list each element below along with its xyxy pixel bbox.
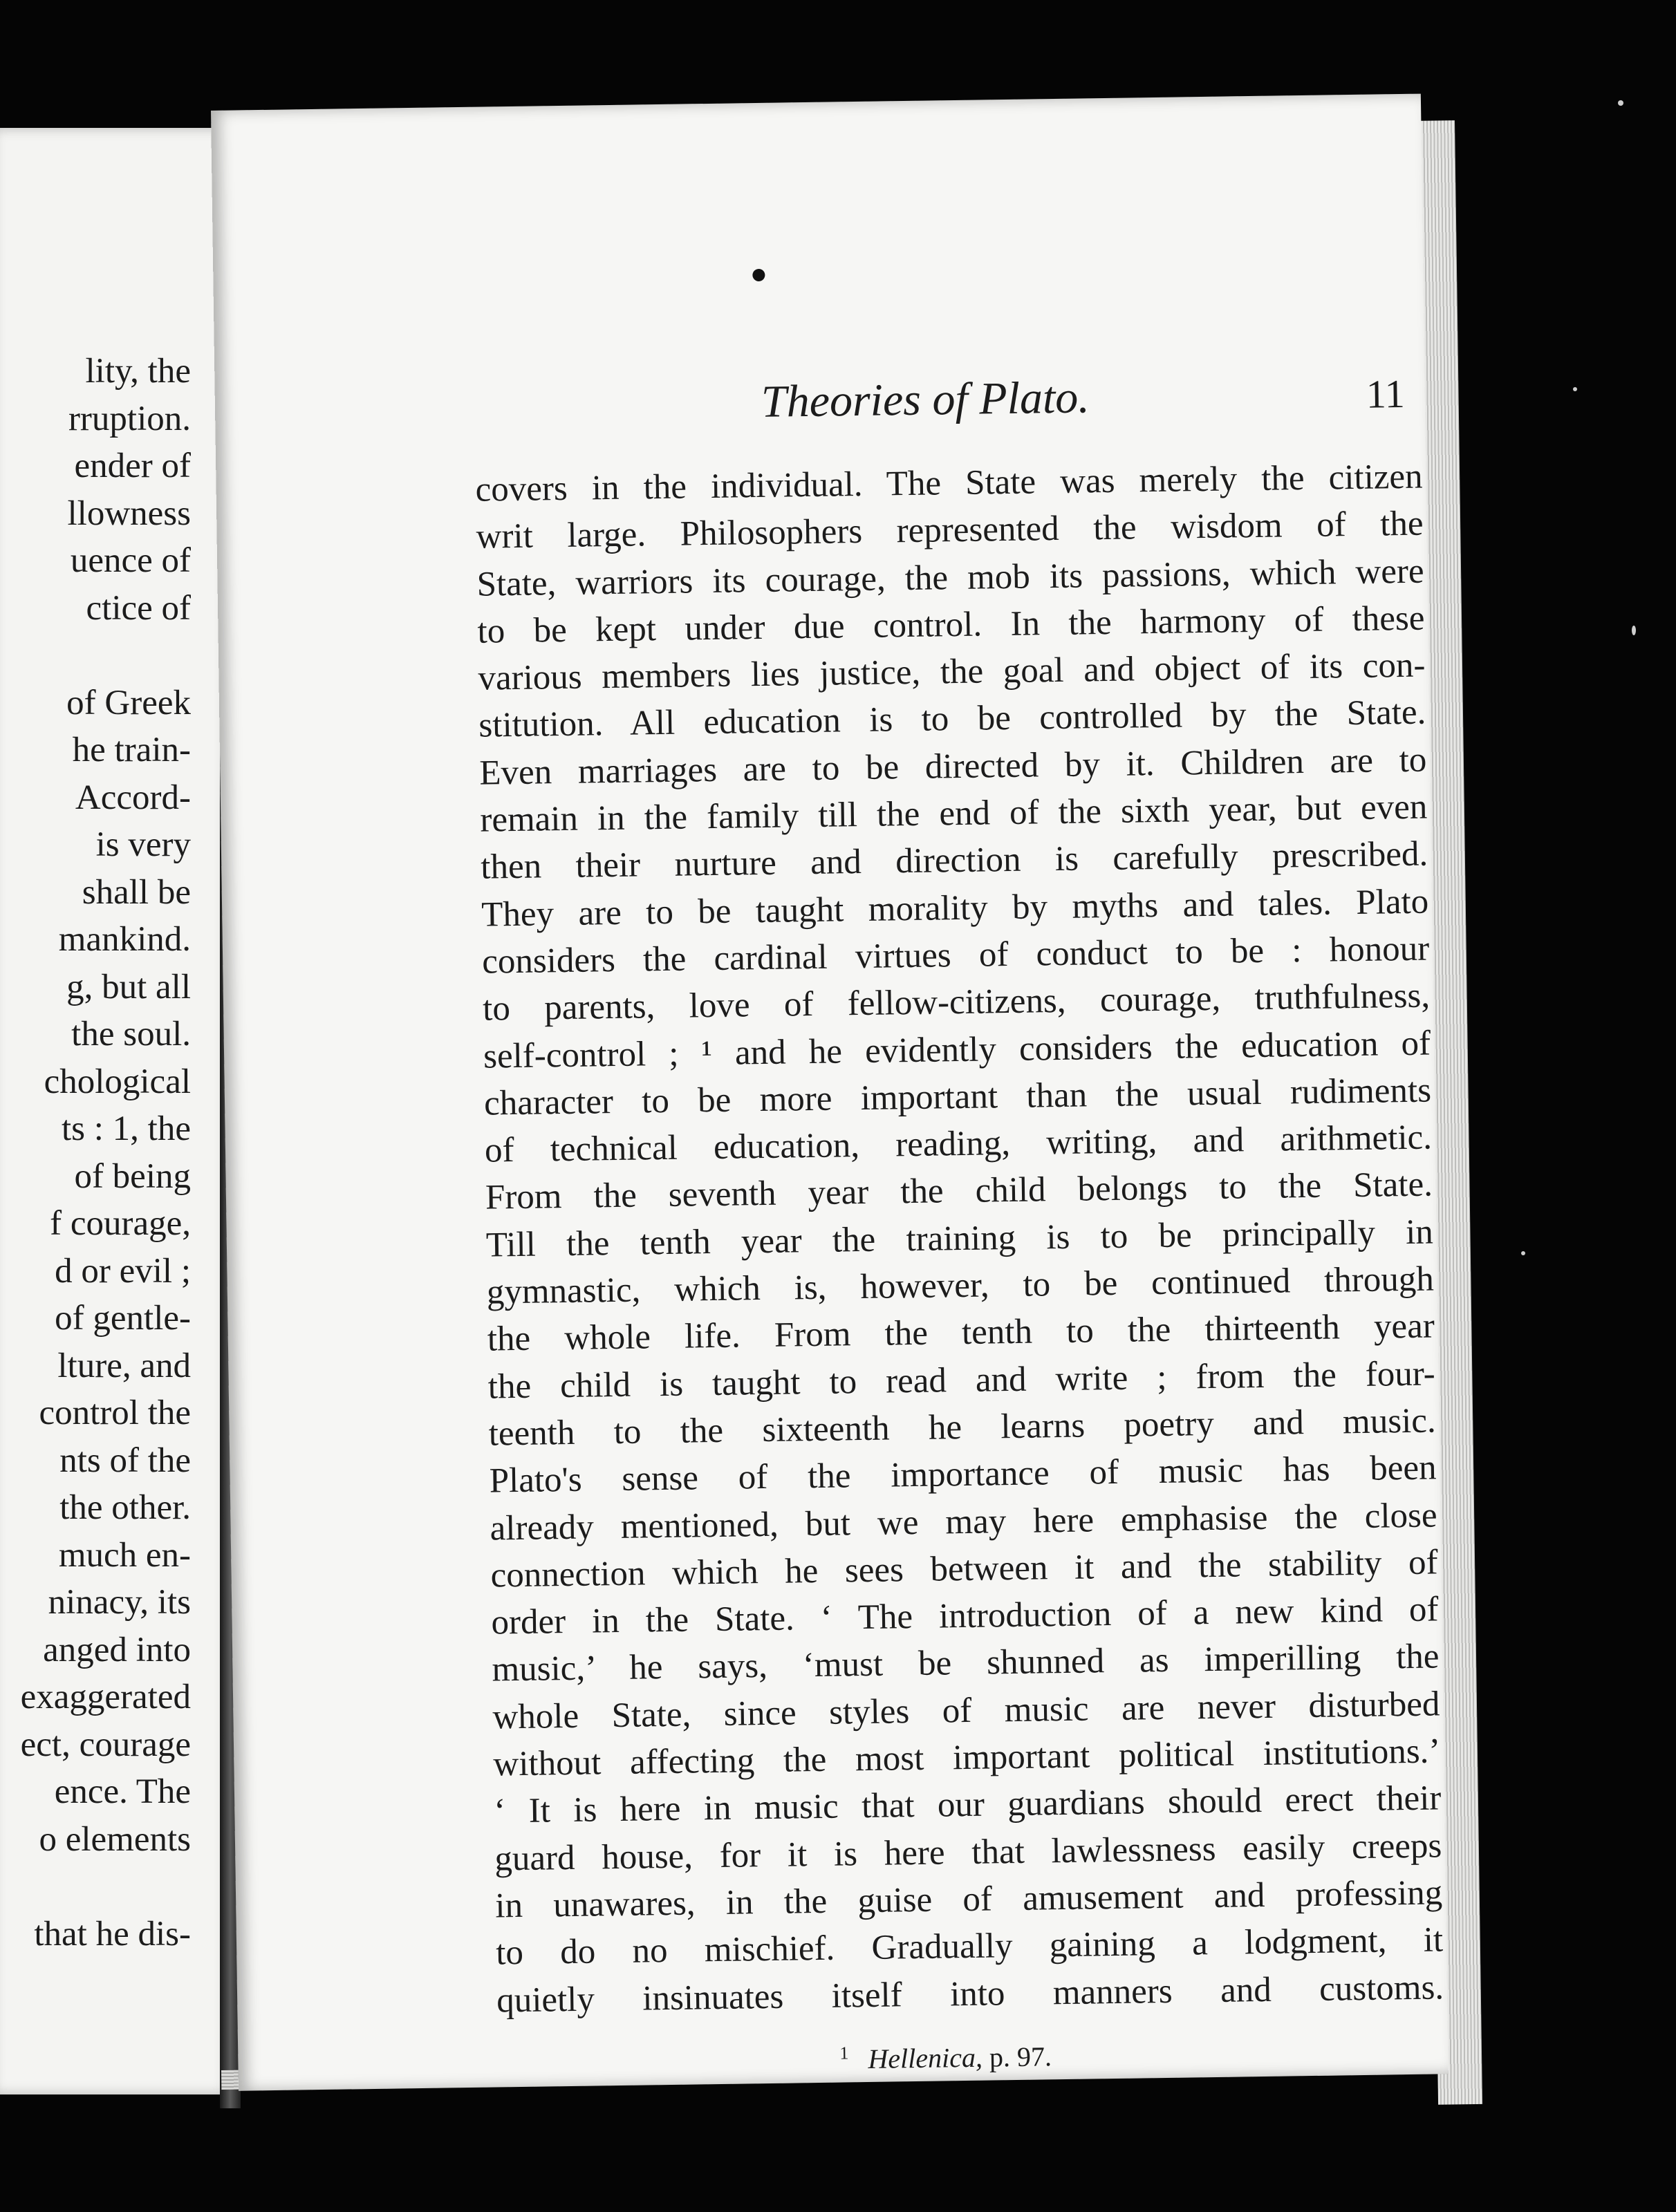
left-page-line: he train- xyxy=(72,731,191,769)
scan-speck xyxy=(1632,626,1636,635)
body-line: to parents, love of fellow-citizens, courage, truthfulness, xyxy=(482,976,1431,1029)
body-line: ‘ It is here in music that our guardians should erect their xyxy=(494,1779,1442,1831)
left-page-line: ence. The xyxy=(54,1772,191,1811)
body-line: teenth to the sixteenth he learns poetry and music. xyxy=(488,1401,1437,1454)
scan-speck xyxy=(1618,100,1623,106)
left-page-line: exaggerated xyxy=(20,1678,191,1716)
body-line: connection which he sees between it and the stability of xyxy=(490,1543,1438,1595)
left-page-line: mankind. xyxy=(58,920,191,959)
body-line: covers in the individual. The State was merely the citizen xyxy=(475,457,1423,509)
scan-speck xyxy=(1521,1251,1525,1255)
left-page-line: llowness xyxy=(67,494,191,533)
left-page-line: of Greek xyxy=(66,683,191,722)
left-page-line: chological xyxy=(44,1062,191,1101)
body-line: to do no mischief. Gradually gaining a lodgment, it xyxy=(495,1920,1444,1973)
footnote-mark: 1 xyxy=(839,2043,849,2063)
footnote xyxy=(839,2040,1052,2075)
left-page-line xyxy=(0,632,191,679)
body-line: considers the cardinal virtues of conduct to be : honour xyxy=(481,929,1430,982)
body-line: order in the State. ‘ The introduction of a new kind of xyxy=(491,1590,1439,1642)
left-page-line: much en- xyxy=(58,1535,191,1575)
body-line: remain in the family till the end of the sixth year, but even xyxy=(479,787,1428,840)
left-page-line: o elements xyxy=(39,1819,191,1859)
body-line: quietly insinuates itself into manners and customs. xyxy=(496,1967,1444,2020)
body-line: Plato's sense of the importance of music has been xyxy=(489,1448,1437,1501)
left-page-line: ts : 1, the xyxy=(62,1109,191,1148)
page-number: 11 xyxy=(1366,371,1406,417)
footnote-page-ref: p. 97. xyxy=(989,2041,1052,2073)
body-line: already mentioned, but we may here emphasise the close xyxy=(490,1495,1437,1548)
left-page-line: anged into xyxy=(43,1630,191,1669)
body-line: Even marriages are to be directed by it. Children are to xyxy=(479,740,1427,793)
left-page-line: f courage, xyxy=(50,1204,191,1243)
ink-mark xyxy=(752,269,765,281)
body-line: whole State, since styles of music are never disturbed xyxy=(492,1685,1440,1737)
body-line: the child is taught to read and write ; from the four- xyxy=(487,1354,1436,1407)
left-page-line: ect, courage xyxy=(20,1725,191,1764)
left-page-line: of being xyxy=(74,1156,191,1196)
left-page-line: of gentle- xyxy=(55,1299,191,1338)
body-line: of technical education, reading, writing, and arithmetic. xyxy=(484,1118,1433,1170)
body-line: various members lies justice, the goal and object of its con- xyxy=(478,646,1426,698)
left-page-line: uence of xyxy=(70,541,191,580)
body-line: then their nurture and direction is carefully prescribed. xyxy=(480,834,1428,888)
body-line: to be kept under due control. In the harmony of these xyxy=(477,599,1425,651)
left-page-line: that he dis- xyxy=(34,1914,191,1953)
scan-speck xyxy=(1573,387,1577,391)
body-line: They are to be taught morality by myths and tales. Plato xyxy=(481,882,1429,935)
right-page xyxy=(211,94,1449,2091)
body-line: character to be more important than the usual rudiments xyxy=(483,1071,1432,1123)
body-line: State, warriors its courage, the mob its passions, which were xyxy=(476,552,1424,604)
left-page-line: lture, and xyxy=(57,1346,191,1385)
left-page-line xyxy=(0,1863,191,1911)
left-page-line: is very xyxy=(95,825,191,864)
left-page-line: the soul. xyxy=(71,1015,191,1053)
body-line: Till the tenth year the training is to be principally in xyxy=(485,1212,1434,1265)
left-page-line: shall be xyxy=(82,872,191,912)
left-page-line: ctice of xyxy=(86,588,191,628)
body-line: gymnastic, which is, however, to be continued through xyxy=(486,1259,1435,1312)
left-page-line: Accord- xyxy=(75,778,191,817)
left-page-line: d or evil ; xyxy=(55,1251,191,1291)
left-page-text xyxy=(0,348,191,1958)
left-page-line: ninacy, its xyxy=(48,1583,191,1622)
body-line: writ large. Philosophers represented the wisdom of the xyxy=(476,504,1424,556)
footnote-work-title: Hellenica, xyxy=(868,2041,983,2075)
left-page-line: the other. xyxy=(59,1488,191,1527)
body-line: From the seventh year the child belongs to the State. xyxy=(485,1165,1433,1218)
left-page-line: lity, the xyxy=(85,352,191,391)
body-line: music,’ he says, ‘must be shunned as imperilling the xyxy=(492,1637,1440,1689)
body-line: in unawares, in the guise of amusement and professing xyxy=(494,1873,1443,1926)
running-head: Theories of Plato. xyxy=(761,372,1090,427)
body-line: stitution. All education is to be controlled by the State. xyxy=(478,693,1426,746)
left-page-line: nts of the xyxy=(59,1441,191,1480)
left-page-line: rruption. xyxy=(68,399,191,438)
body-line: without affecting the most important political institutions.’ xyxy=(493,1732,1441,1784)
body-text xyxy=(475,453,1444,2025)
left-page-line: g, but all xyxy=(66,967,191,1006)
left-page-line: control the xyxy=(39,1394,191,1432)
left-page-line: ender of xyxy=(74,447,191,485)
left-page xyxy=(0,128,234,2094)
body-line: the whole life. From the tenth to the thirteenth year xyxy=(487,1306,1435,1359)
body-line: guard house, for it is here that lawlessness easily creeps xyxy=(494,1826,1442,1879)
body-line: self-control ; ¹ and he evidently considers the education of xyxy=(483,1024,1431,1076)
